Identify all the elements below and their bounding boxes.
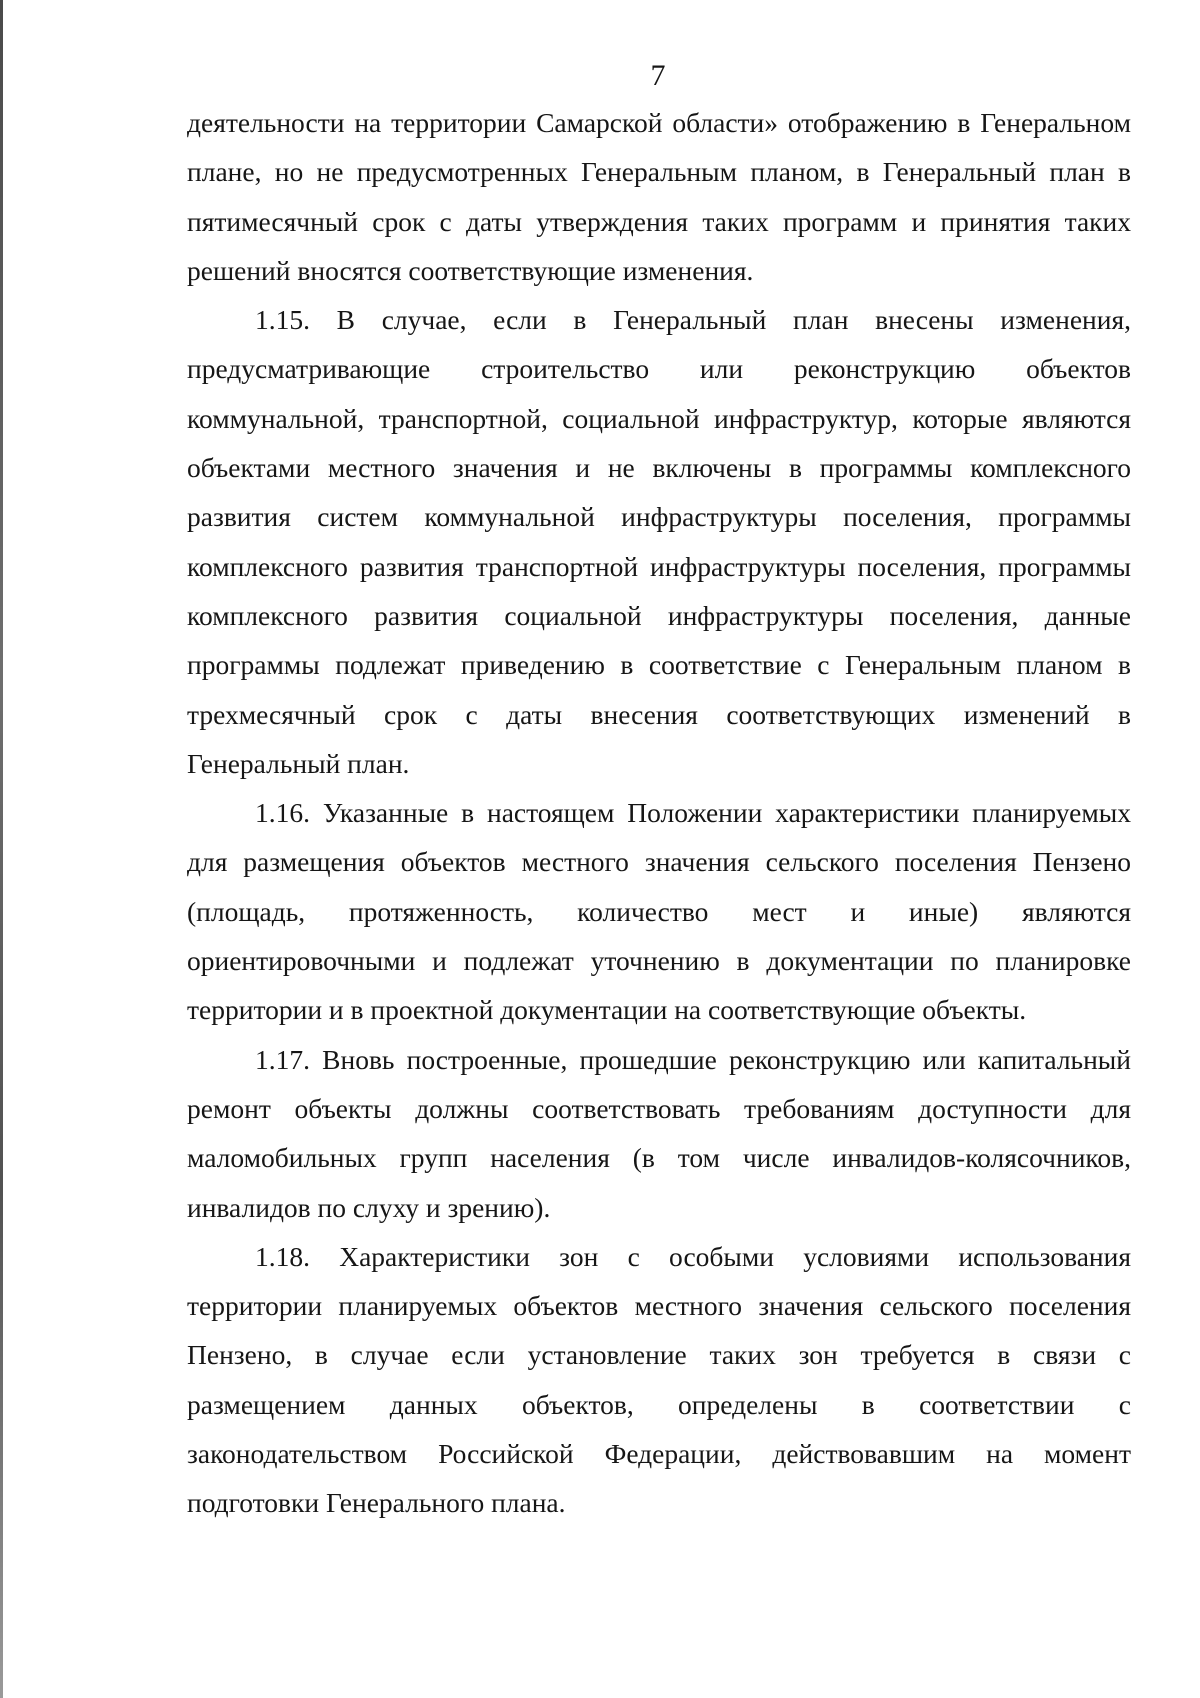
page-number: 7 (650, 59, 666, 92)
paragraph-1-17: 1.17. Вновь построенные, прошедшие реконструкцию или капитальный ремонт объекты должны соответствовать требованиям доступности для маломобильных групп населения (в том числе инвалидов-колясочников, инвалидов по слуху и зрению). (187, 1043, 1131, 1223)
paragraph-1-15: 1.15. В случае, если в Генеральный план внесены изменения, предусматривающие строительство или реконструкцию объектов коммунальной, транспортной, социальной инфраструктур, которые являются объектами местного значения и не включены в программы комплексного развития систем коммунальной инфраструктуры поселения, программы комплексного развития транспортной инфраструктуры поселения, программы комплексного развития социальной инфраструктуры поселения, данные программы подлежат приведению в соответствие с Генеральным планом в трехмесячный срок с даты внесения соответствующих изменений в Генеральный план. (187, 304, 1131, 779)
document-body (187, 98, 1131, 1528)
paragraph-1-16: 1.16. Указанные в настоящем Положении характеристики планируемых для размещения объектов местного значения сельского поселения Пензено (площадь, протяженность, количество мест и иные) являются ориентировочными и подлежат уточнению в документации по планировке территории и в проектной документации на соответствующие объекты. (187, 797, 1131, 1026)
paragraph-1-18: 1.18. Характеристики зон с особыми условиями использования территории планируемых объектов местного значения сельского поселения Пензено, в случае если установление таких зон требуется в связи с размещением данных объектов, определены в соответствии с законодательством Российской Федерации, действовавшим на момент подготовки Генерального плана. (187, 1240, 1131, 1519)
paragraph-continuation: деятельности на территории Самарской области» отображению в Генеральном плане, но не предусмотренных Генеральным планом, в Генеральный план в пятимесячный срок с даты утверждения таких программ и принятия таких решений вносятся соответствующие изменения. (187, 107, 1131, 286)
scan-edge-shadow (0, 0, 3, 1698)
